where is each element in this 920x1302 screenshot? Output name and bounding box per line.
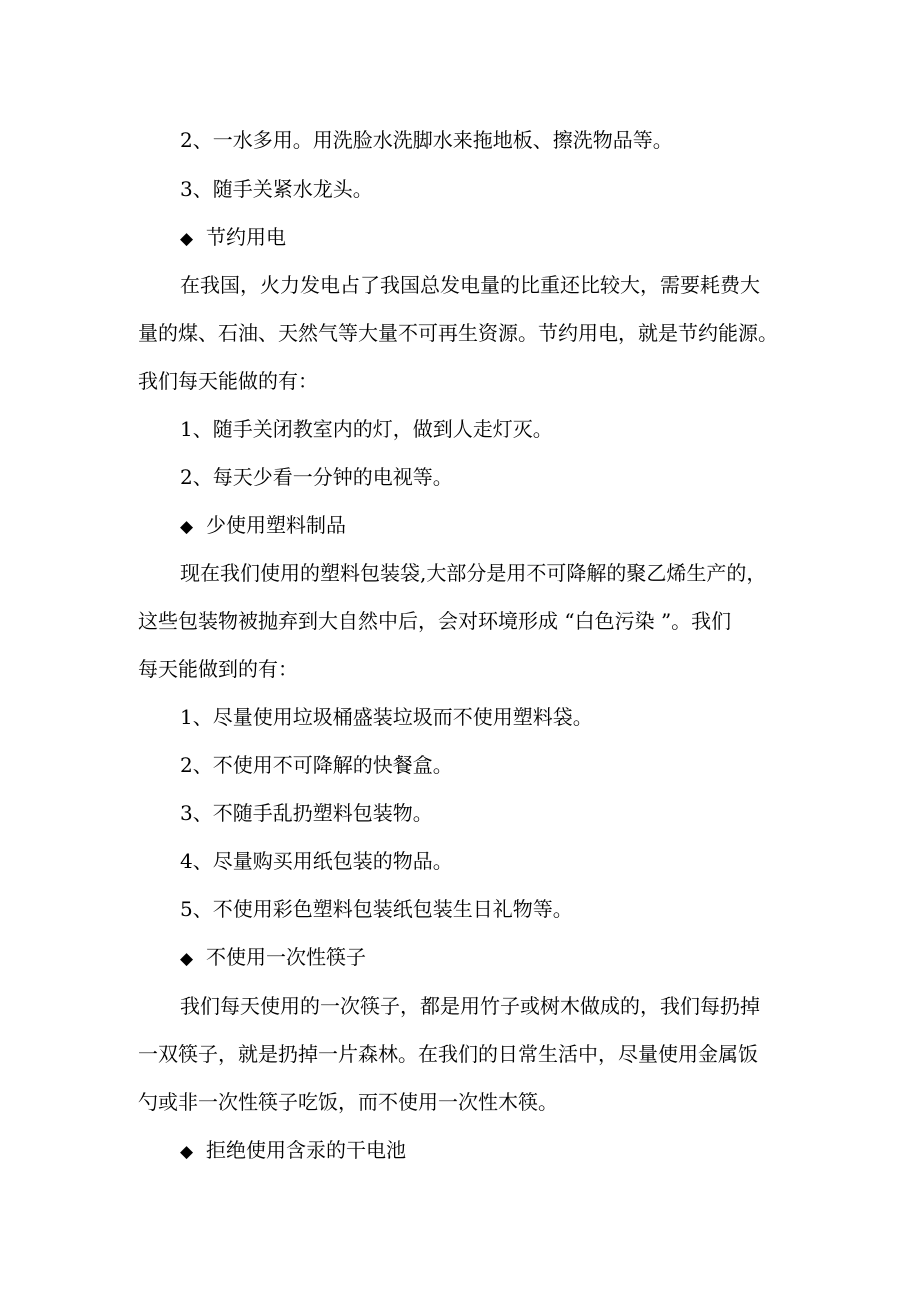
diamond-bullet-icon: ◆ [180, 517, 194, 537]
list-item-plastic-5: 5、不使用彩色塑料包装纸包装生日礼物等。 [180, 897, 573, 921]
heading-text: 少使用塑料制品 [206, 513, 346, 537]
list-item-plastic-2: 2、不使用不可降解的快餐盒。 [180, 753, 453, 777]
list-item-plastic-3: 3、不随手乱扔塑料包装物。 [180, 801, 433, 825]
paragraph-line: 这些包装物被抛弃到大自然中后，会对环境形成 “白色污染 ”。我们 [138, 609, 732, 633]
paragraph-line: 在我国，火力发电占了我国总发电量的比重还比较大，需要耗费大 [180, 273, 760, 297]
diamond-bullet-icon: ◆ [180, 949, 194, 969]
list-item-water-3: 3、随手关紧水龙头。 [180, 177, 373, 201]
list-item-elec-1: 1、随手关闭教室内的灯，做到人走灯灭。 [180, 417, 553, 441]
paragraph-line: 一双筷子，就是扔掉一片森林。在我们的日常生活中，尽量使用金属饭 [138, 1042, 758, 1066]
list-item-plastic-4: 4、尽量购买用纸包装的物品。 [180, 849, 453, 873]
list-item-plastic-1: 1、尽量使用垃圾桶盛装垃圾而不使用塑料袋。 [180, 705, 593, 729]
heading-text: 不使用一次性筷子 [206, 945, 366, 969]
heading-text: 节约用电 [206, 225, 286, 249]
paragraph-line: 每天能做到的有： [138, 657, 298, 681]
paragraph-line: 我们每天能做的有： [138, 369, 318, 393]
section-heading-battery [180, 1138, 788, 1164]
paragraph-line: 勺或非一次性筷子吃饭，而不使用一次性木筷。 [138, 1090, 558, 1114]
section-heading-plastic [180, 513, 788, 539]
diamond-bullet-icon: ◆ [180, 1142, 194, 1162]
diamond-bullet-icon: ◆ [180, 229, 194, 249]
section-heading-chopsticks [180, 945, 788, 971]
paragraph-line: 我们每天使用的一次筷子，都是用竹子或树木做成的，我们每扔掉 [180, 994, 760, 1018]
paragraph-line: 量的煤、石油、天然气等大量不可再生资源。节约用电，就是节约能源。 [138, 321, 778, 345]
heading-text: 拒绝使用含汞的干电池 [206, 1138, 406, 1162]
paragraph-line: 现在我们使用的塑料包装袋,大部分是用不可降解的聚乙烯生产的， [180, 561, 767, 585]
list-item-water-2: 2、一水多用。用洗脸水洗脚水来拖地板、擦洗物品等。 [180, 128, 673, 152]
section-heading-electricity [180, 225, 788, 251]
list-item-elec-2: 2、每天少看一分钟的电视等。 [180, 465, 453, 489]
